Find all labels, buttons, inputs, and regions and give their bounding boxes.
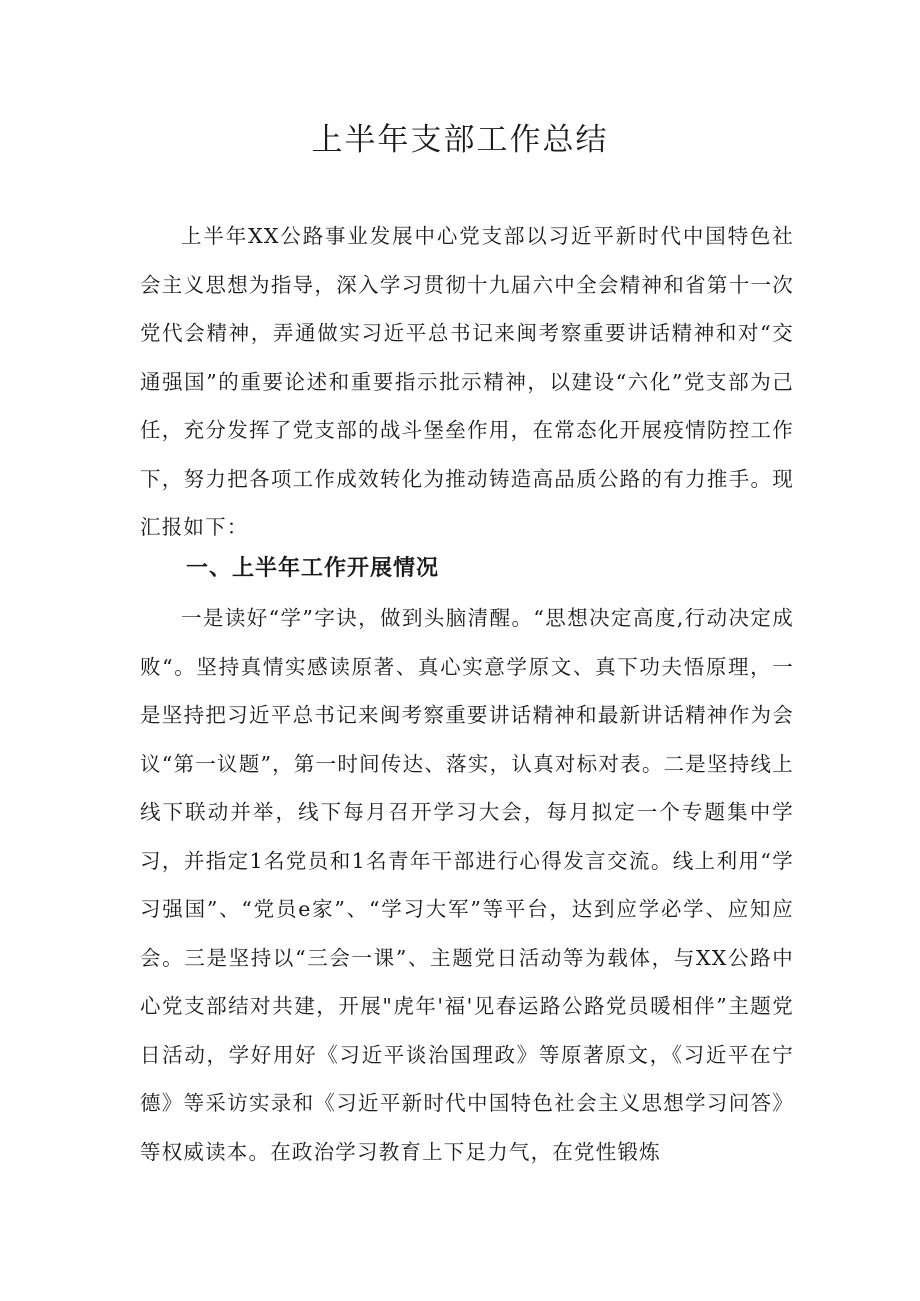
intro-paragraph: 上半年XX公路事业发展中心党支部以习近平新时代中国特色社会主义思想为指导，深入学习贯彻十九届六中全会精神和省第十一次党代会精神，弄通做实习近平总书记来闽考察重要讲话精神和对“交通强国”的重要论述和重要指示批示精神，以建设“六化”党支部为己任，充分发挥了党支部的战斗堡垒作用，在常态化开展疫情防控工作下，努力把各项工作成效转化为推动铸造高品质公路的有力推手。现汇报如下： (140, 224, 794, 539)
document-title: 上半年支部工作总结 (311, 122, 609, 158)
section-heading: 一、上半年工作开展情况 (186, 556, 440, 581)
section-paragraph: 一是读好“学”字诀，做到头脑清醒。“思想决定高度,行动决定成败“。坚持真情实感读原著、真心实意学原文、真下功夫悟原理，一是坚持把习近平总书记来闽考察重要讲话精神和最新讲话精神作为会议“第一议题”，第一时间传达、落实，认真对标对表。二是坚持线上线下联动并举，线下每月召开学习大会，每月拟定一个专题集中学习，并指定1名党员和1名青年干部进行心得发言交流。线上利用“学习强国”、“党员e家”、“学习大军”等平台，达到应学必学、应知应会。三是坚持以“三会一课”、主题党日活动等为载体，与XX公路中心党支部结对共建，开展"虎年'福'见春运路公路党员暖相伴”主题党日活动，学好用好《习近平谈治国理政》等原著原文，《习近平在宁德》等采访实录和《习近平新时代中国特色社会主义思想学习问答》等权威读本。在政治学习教育上下足力气，在党性锻炼 (140, 606, 794, 1164)
